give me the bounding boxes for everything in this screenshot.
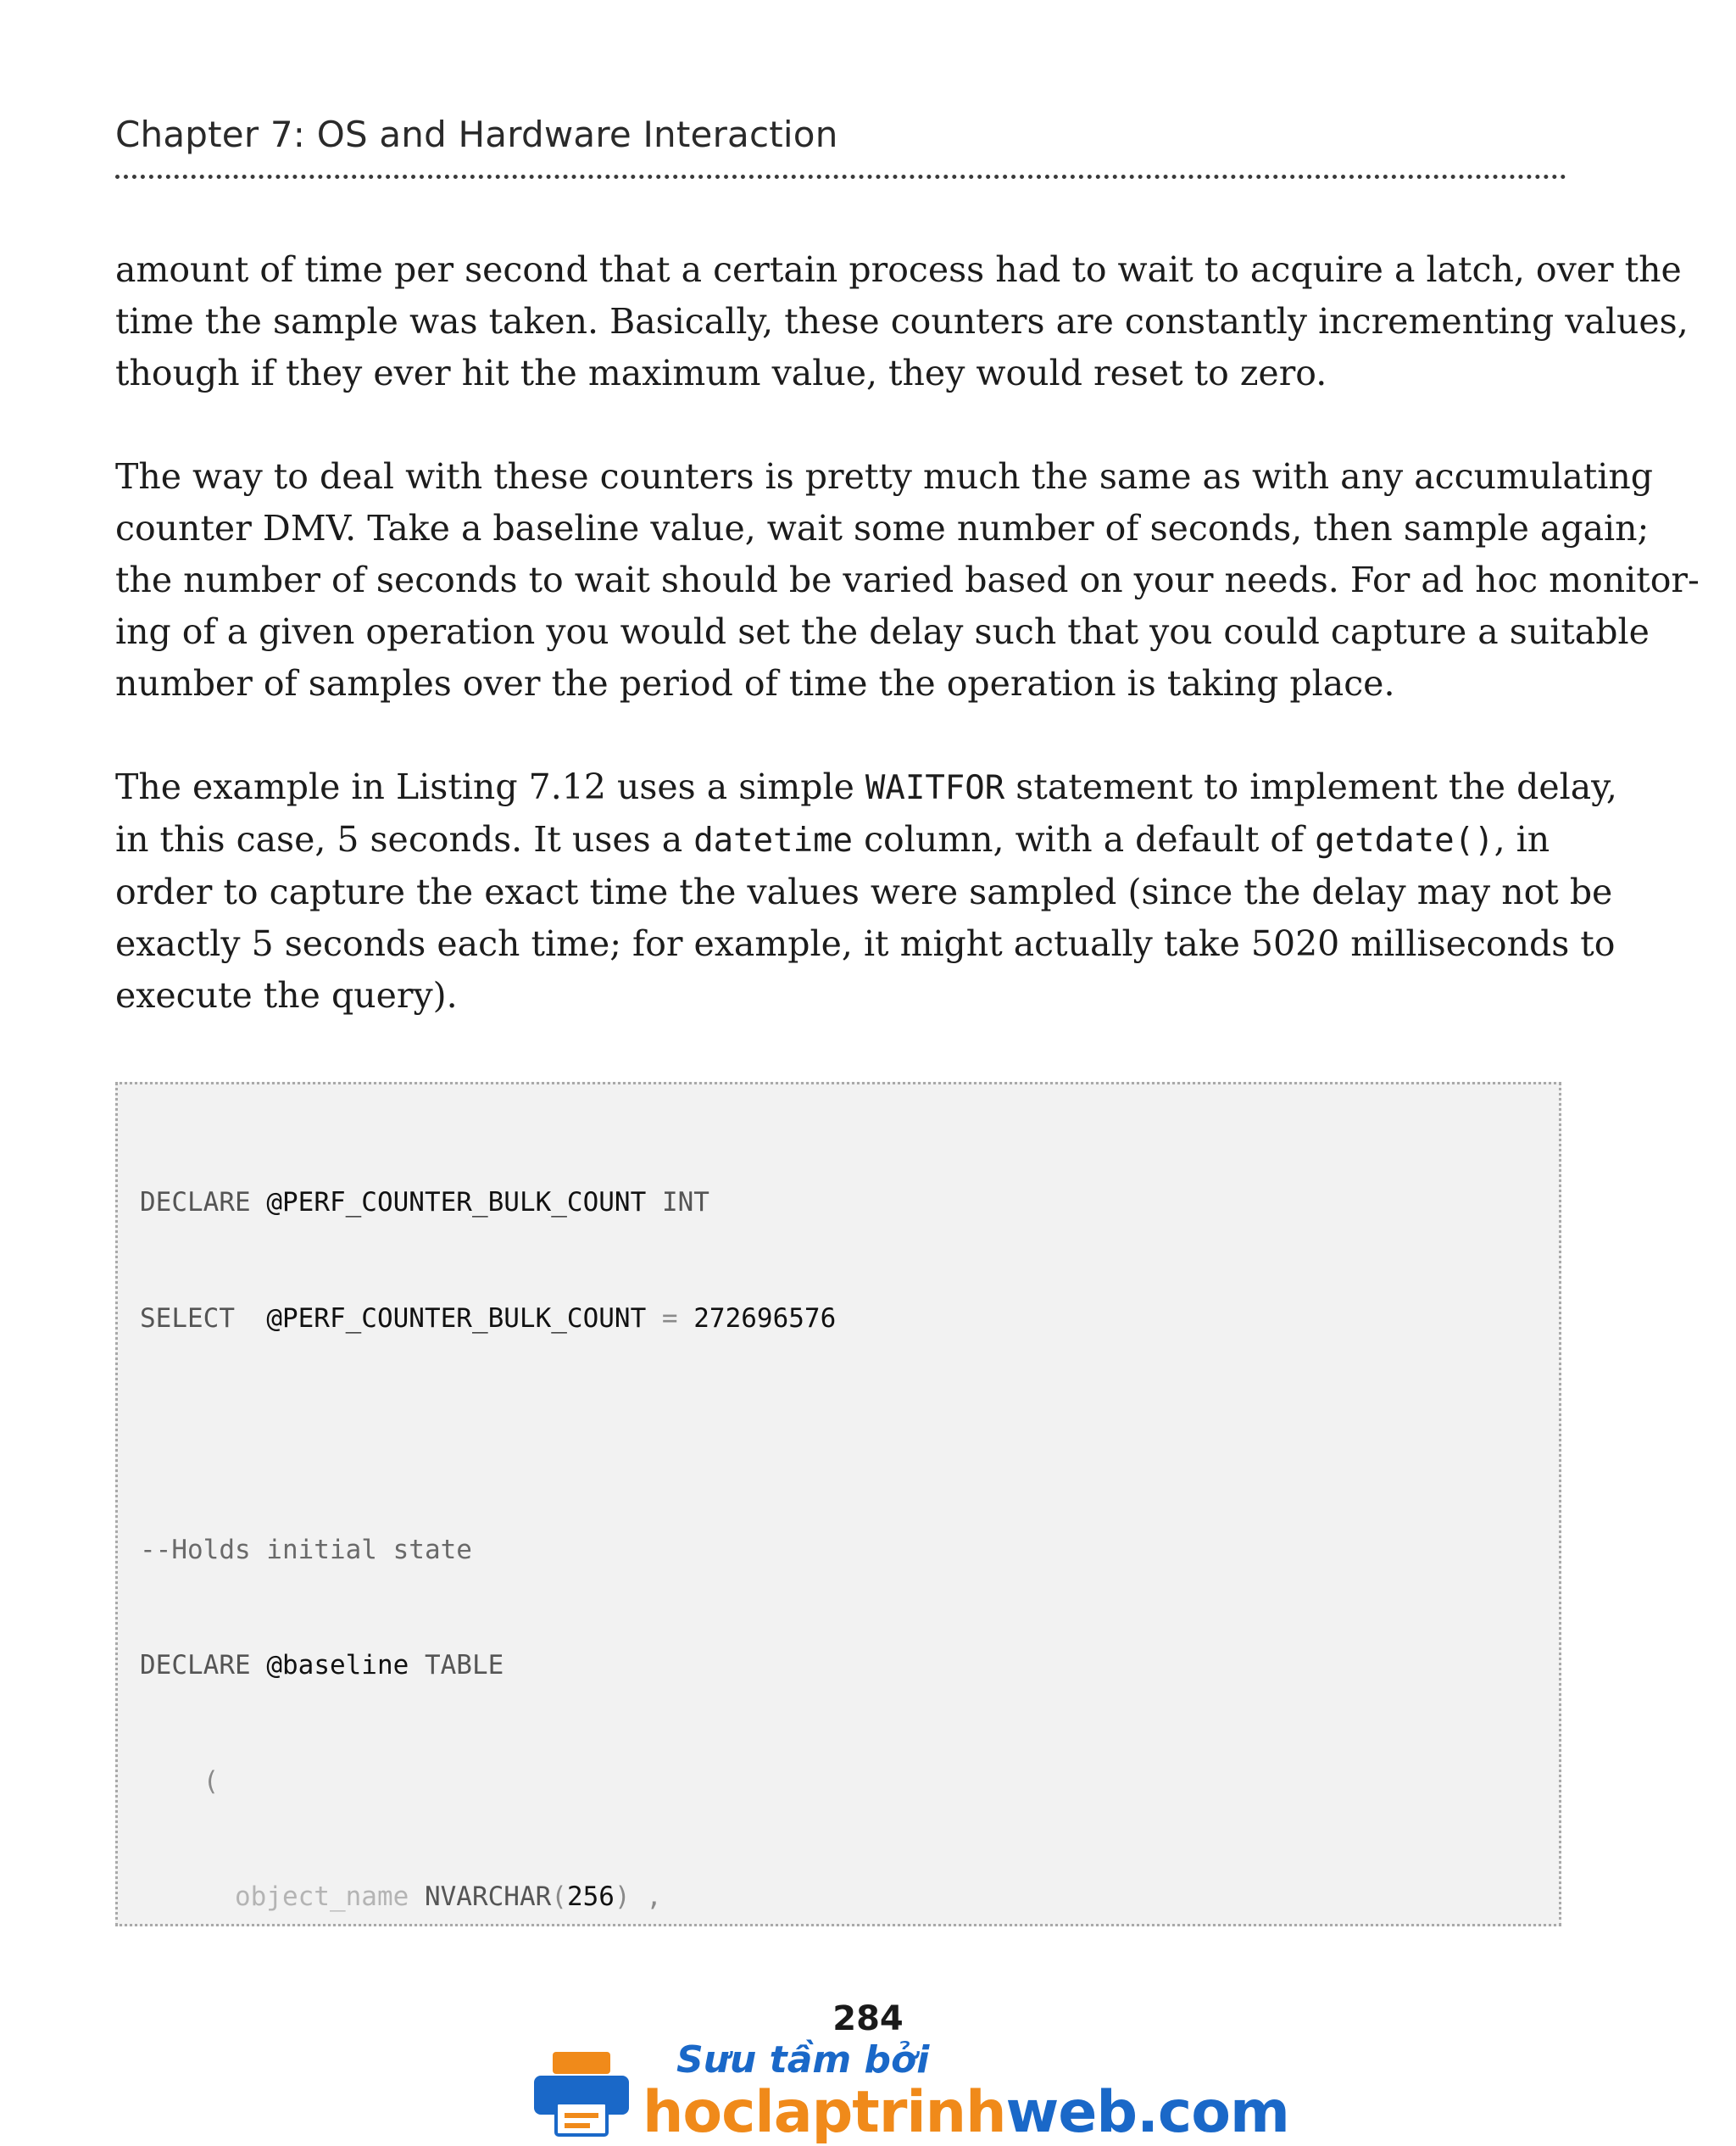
paragraph-line: the number of seconds to wait should be varied based on your needs. For ad hoc monitor- bbox=[115, 560, 1700, 600]
paragraph-line: though if they ever hit the maximum value, they would reset to zero. bbox=[115, 353, 1327, 393]
code-type: NVARCHAR bbox=[424, 1881, 552, 1912]
paragraph-line: counter DMV. Take a baseline value, wait some number of seconds, then sample again; bbox=[115, 508, 1650, 549]
code-line bbox=[140, 1184, 836, 1223]
watermark-site bbox=[643, 2079, 1289, 2146]
code-block bbox=[140, 1106, 836, 1926]
inline-code-getdate: getdate() bbox=[1315, 822, 1494, 860]
watermark-site-part1: hoclaptrinh bbox=[643, 2079, 1006, 2146]
code-comma: , bbox=[646, 1881, 662, 1912]
paragraph-line: order to capture the exact time the values were sampled (since the delay may not be bbox=[115, 872, 1613, 912]
paragraph-line bbox=[115, 761, 1617, 814]
code-line bbox=[140, 1763, 836, 1802]
paragraph-line: amount of time per second that a certain process had to wait to acquire a latch, over the bbox=[115, 249, 1682, 290]
watermark-tagline: Sưu tầm bởi bbox=[676, 2038, 930, 2082]
paragraph-line: time the sample was taken. Basically, these counters are constantly incrementing values, bbox=[115, 301, 1689, 342]
code-variable: @baseline bbox=[266, 1650, 409, 1681]
code-number: 272696576 bbox=[693, 1302, 837, 1334]
inline-code-datetime: datetime bbox=[693, 822, 854, 860]
code-paren: ( bbox=[203, 1765, 220, 1797]
code-type: TABLE bbox=[424, 1650, 504, 1681]
paragraph-line: execute the query). bbox=[115, 975, 458, 1016]
text-run: in this case, 5 seconds. It uses a bbox=[115, 819, 694, 860]
text-run: , in bbox=[1494, 819, 1550, 860]
code-line bbox=[140, 1300, 836, 1339]
text-run: The example in Listing 7.12 uses a simple bbox=[115, 766, 865, 807]
printer-logo-icon bbox=[531, 2050, 632, 2138]
code-type: INT bbox=[661, 1187, 709, 1218]
code-comment: --Holds initial state bbox=[140, 1534, 472, 1565]
code-keyword: DECLARE bbox=[140, 1650, 251, 1681]
code-paren: ) bbox=[614, 1881, 631, 1912]
code-line bbox=[140, 1647, 836, 1686]
paragraph-3 bbox=[115, 761, 1617, 1022]
code-paren: ( bbox=[551, 1881, 567, 1912]
code-keyword: DECLARE bbox=[140, 1187, 251, 1218]
code-line bbox=[140, 1878, 836, 1917]
paragraph-line bbox=[115, 814, 1573, 867]
text-run: statement to implement the delay, bbox=[1004, 766, 1617, 807]
header-divider bbox=[115, 175, 1566, 179]
paragraph-1 bbox=[115, 244, 1689, 399]
code-column: object_name bbox=[234, 1881, 409, 1912]
code-variable: @PERF_COUNTER_BULK_COUNT bbox=[266, 1302, 647, 1334]
code-keyword: SELECT bbox=[140, 1302, 235, 1334]
paragraph-line: number of samples over the period of time the operation is taking place. bbox=[115, 663, 1395, 704]
paragraph-line: The way to deal with these counters is pretty much the same as with any accumulating bbox=[115, 456, 1654, 497]
inline-code-waitfor: WAITFOR bbox=[865, 769, 1005, 807]
code-number: 256 bbox=[566, 1881, 615, 1912]
paragraph-line: ing of a given operation you would set the delay such that you could capture a suitable bbox=[115, 611, 1650, 652]
page-number: 284 bbox=[832, 1999, 904, 2038]
code-listing bbox=[115, 1082, 1561, 1926]
code-variable: @PERF_COUNTER_BULK_COUNT bbox=[266, 1187, 647, 1218]
code-operator: = bbox=[661, 1302, 678, 1334]
text-run: column, with a default of bbox=[853, 819, 1316, 860]
paragraph-2 bbox=[115, 451, 1700, 710]
code-line bbox=[140, 1531, 836, 1570]
watermark-site-part2: web.com bbox=[1005, 2079, 1289, 2146]
paragraph-line: exactly 5 seconds each time; for example, it might actually take 5020 milliseconds to bbox=[115, 923, 1616, 964]
chapter-title: Chapter 7: OS and Hardware Interaction bbox=[115, 114, 838, 155]
code-line-blank bbox=[140, 1415, 836, 1454]
